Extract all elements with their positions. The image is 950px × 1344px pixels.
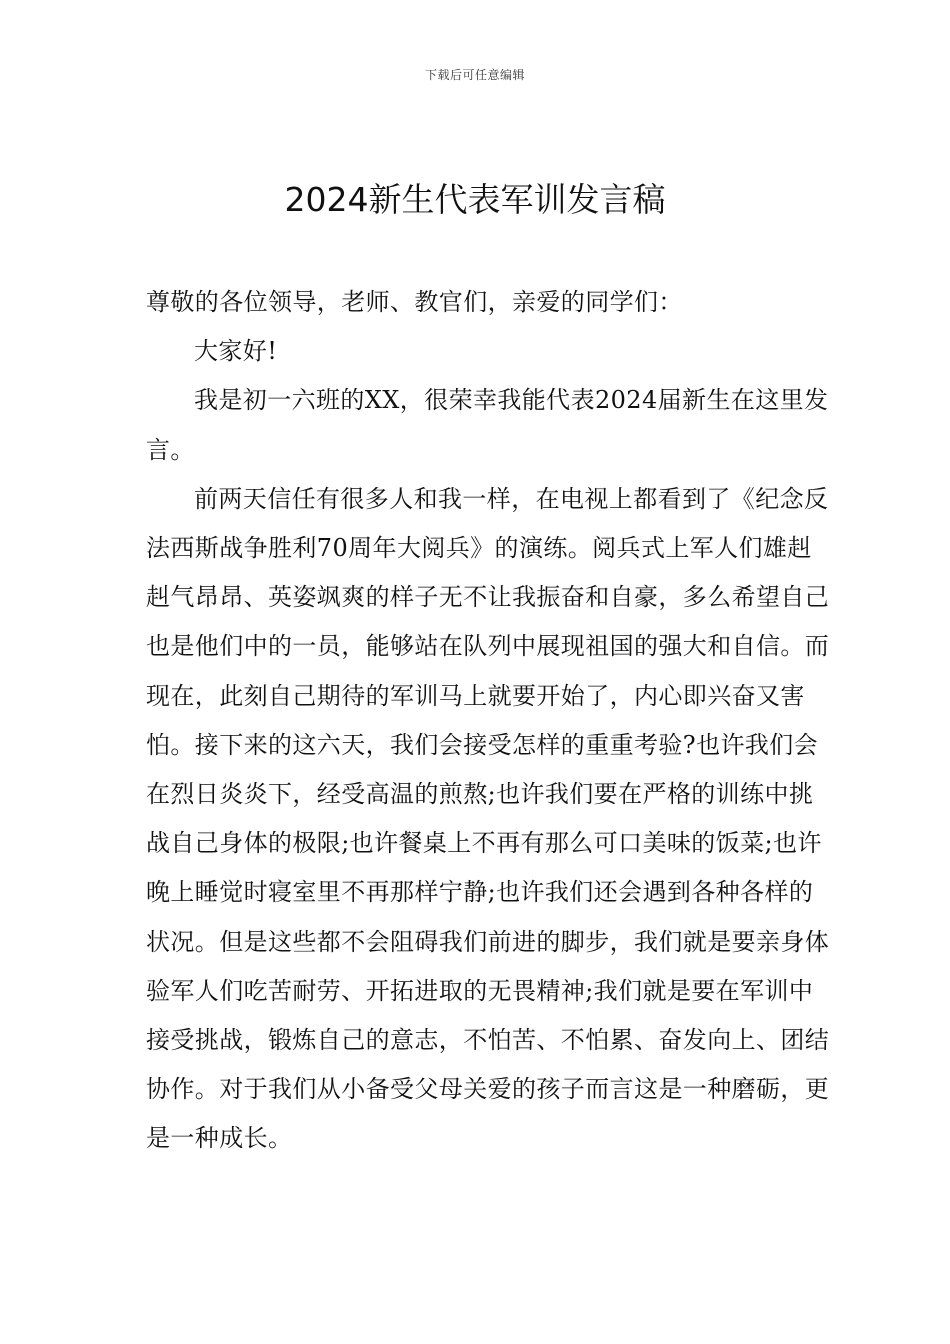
document-body	[146, 278, 836, 1164]
paragraph-main: 前两天信任有很多人和我一样，在电视上都看到了《纪念反法西斯战争胜利70周年大阅兵》的演练。阅兵式上军人们雄赳赳气昂昂、英姿飒爽的样子无不让我振奋和自豪，多么希望自己也是他们中的一员，能够站在队列中展现祖国的强大和自信。而现在，此刻自己期待的军训马上就要开始了，内心即兴奋又害怕。接下来的这六天，我们会接受怎样的重重考验?也许我们会在烈日炎炎下，经受高温的煎熬;也许我们要在严格的训练中挑战自己身体的极限;也许餐桌上不再有那么可口美味的饭菜;也许晚上睡觉时寝室里不再那样宁静;也许我们还会遇到各种各样的状况。但是这些都不会阻碍我们前进的脚步，我们就是要亲身体验军人们吃苦耐劳、开拓进取的无畏精神;我们就是要在军训中接受挑战，锻炼自己的意志，不怕苦、不怕累、奋发向上、团结协作。对于我们从小备受父母关爱的孩子而言这是一种磨砺，更是一种成长。	[146, 484, 830, 1153]
document-title: 2024新生代表军训发言稿	[284, 180, 666, 219]
paragraph-introduction: 我是初一六班的XX，很荣幸我能代表2024届新生在这里发言。	[146, 386, 829, 464]
paragraph-greeting: 大家好!	[194, 337, 278, 366]
header-note: 下载后可任意编辑	[424, 68, 525, 82]
salutation: 尊敬的各位领导，老师、教官们，亲爱的同学们：	[146, 288, 683, 316]
